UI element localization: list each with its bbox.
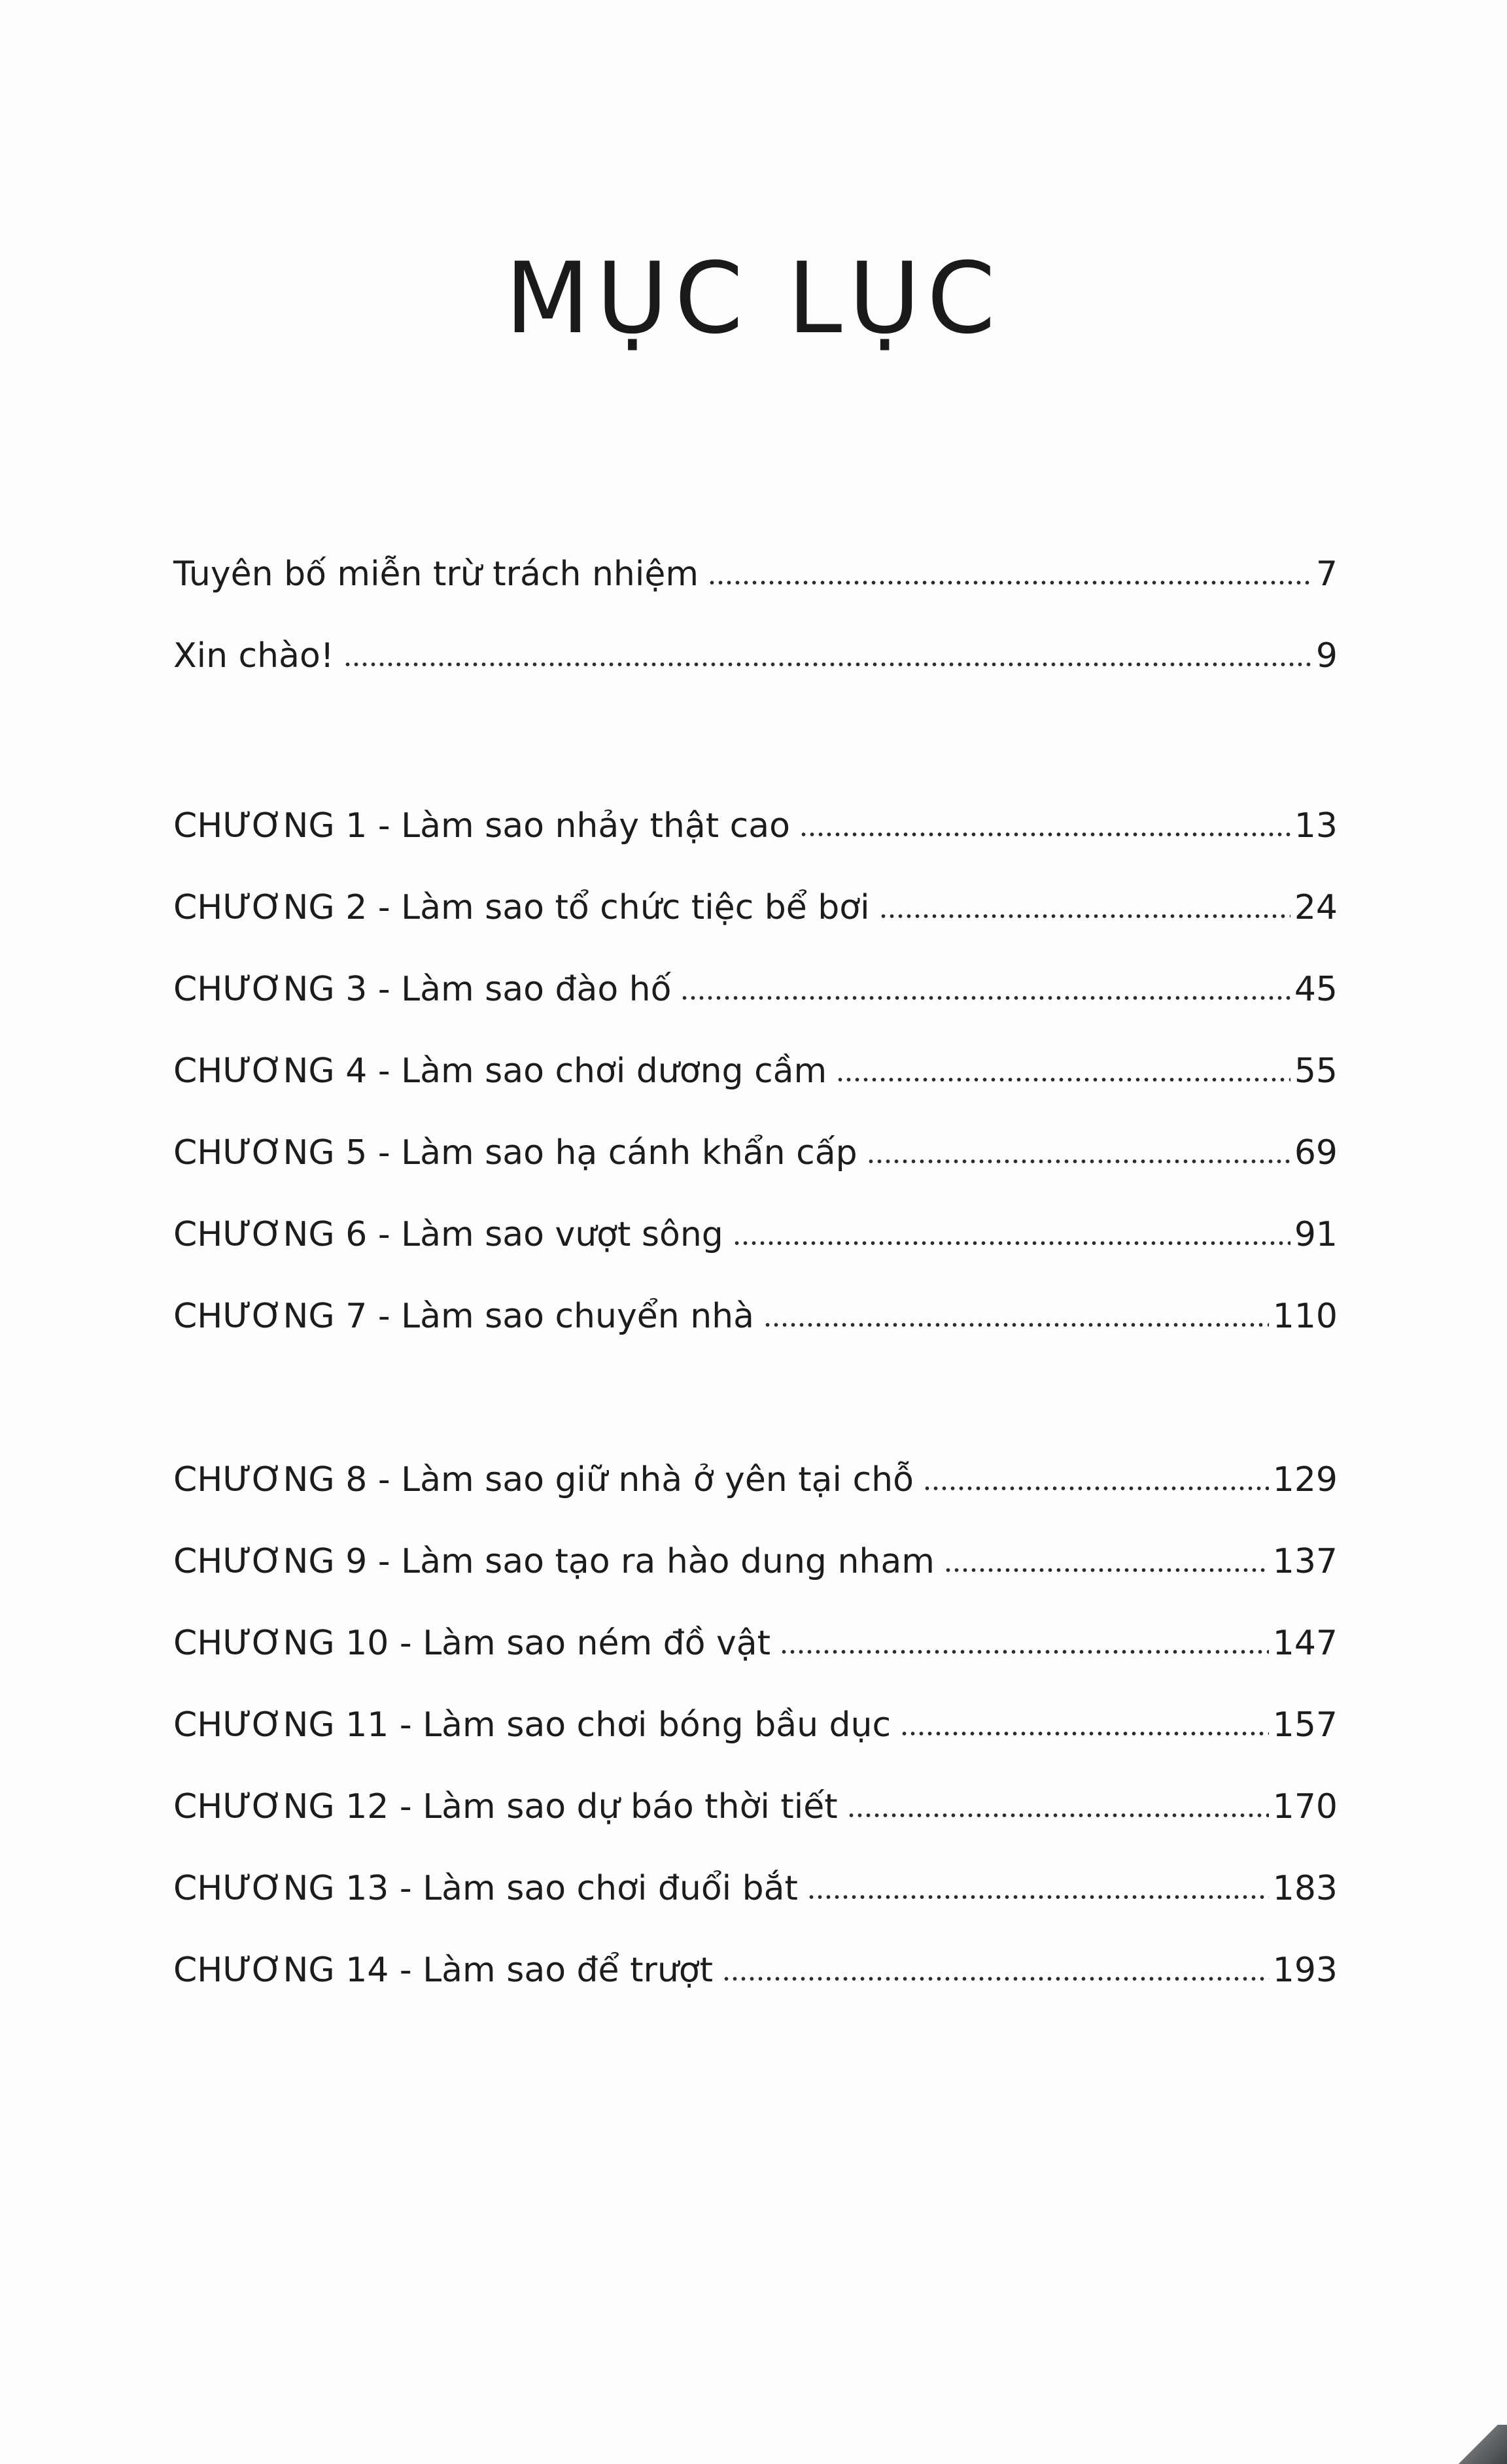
toc-entry-chapter-13[interactable] bbox=[173, 1857, 1338, 1909]
toc-entry-chapter-6[interactable] bbox=[173, 1203, 1338, 1256]
toc-entry-chapter-5[interactable] bbox=[173, 1121, 1338, 1174]
toc-entry-chapter-3[interactable] bbox=[173, 958, 1338, 1010]
toc-entry-page: 147 bbox=[1272, 1624, 1338, 1663]
dot-leader bbox=[847, 1813, 1269, 1817]
dot-leader bbox=[733, 1241, 1290, 1245]
page-corner-shadow bbox=[1448, 2425, 1507, 2464]
dot-leader bbox=[944, 1568, 1269, 1572]
toc-entry-hello[interactable] bbox=[173, 625, 1338, 677]
toc-entry-page: 137 bbox=[1272, 1542, 1338, 1581]
toc-entry-chapter-11[interactable] bbox=[173, 1694, 1338, 1746]
toc-entry-chapter-1[interactable] bbox=[173, 795, 1338, 847]
toc-entry-chapter-10[interactable] bbox=[173, 1612, 1338, 1664]
toc-entry-chapter-2[interactable] bbox=[173, 876, 1338, 929]
toc-entry-chapter-12[interactable] bbox=[173, 1775, 1338, 1828]
toc-entry-page: 170 bbox=[1272, 1787, 1338, 1826]
toc-entry-page: 9 bbox=[1315, 636, 1338, 676]
toc-entry-chapter-4[interactable] bbox=[173, 1040, 1338, 1092]
toc-entry-page: 69 bbox=[1294, 1133, 1338, 1172]
toc-entry-label: CHƯƠNG 12 - Làm sao dự báo thời tiết bbox=[173, 1787, 838, 1826]
dot-leader bbox=[879, 914, 1290, 918]
toc-entry-label: CHƯƠNG 6 - Làm sao vượt sông bbox=[173, 1215, 723, 1254]
toc-entry-page: 193 bbox=[1272, 1951, 1338, 1990]
dot-leader bbox=[867, 1159, 1290, 1163]
toc-entry-page: 7 bbox=[1315, 555, 1338, 594]
page-title: MỤC LỤC bbox=[505, 242, 1002, 356]
toc-entry-label: CHƯƠNG 8 - Làm sao giữ nhà ở yên tại chỗ bbox=[173, 1460, 914, 1499]
toc-entry-page: 13 bbox=[1294, 806, 1338, 846]
dot-leader bbox=[680, 996, 1290, 1000]
toc-entry-page: 110 bbox=[1272, 1297, 1338, 1336]
toc-entry-label: Xin chào! bbox=[173, 636, 334, 676]
toc-entry-chapter-14[interactable] bbox=[173, 1939, 1338, 1991]
dot-leader bbox=[807, 1895, 1269, 1899]
toc-entry-label: CHƯƠNG 14 - Làm sao để trượt bbox=[173, 1951, 713, 1990]
toc-entry-label: CHƯƠNG 1 - Làm sao nhảy thật cao bbox=[173, 806, 790, 846]
toc-entry-page: 129 bbox=[1272, 1460, 1338, 1499]
dot-leader bbox=[780, 1650, 1269, 1654]
toc-entry-label: CHƯƠNG 7 - Làm sao chuyển nhà bbox=[173, 1297, 754, 1336]
toc-entry-page: 45 bbox=[1294, 970, 1338, 1009]
toc-entry-label: CHƯƠNG 10 - Làm sao ném đồ vật bbox=[173, 1624, 771, 1663]
toc-entry-label: CHƯƠNG 2 - Làm sao tổ chức tiệc bể bơi bbox=[173, 888, 870, 927]
toc-entry-label: CHƯƠNG 4 - Làm sao chơi dương cầm bbox=[173, 1052, 827, 1091]
dot-leader bbox=[799, 832, 1290, 836]
dot-leader bbox=[343, 662, 1312, 666]
toc-entry-page: 183 bbox=[1272, 1869, 1338, 1908]
toc-entry-label: CHƯƠNG 11 - Làm sao chơi bóng bầu dục bbox=[173, 1705, 892, 1745]
toc-entry-page: 91 bbox=[1294, 1215, 1338, 1254]
toc-entry-page: 157 bbox=[1272, 1705, 1338, 1745]
toc-entry-page: 24 bbox=[1294, 888, 1338, 927]
dot-leader bbox=[763, 1323, 1269, 1327]
toc-entry-chapter-8[interactable] bbox=[173, 1448, 1338, 1501]
dot-leader bbox=[923, 1486, 1269, 1490]
toc-entry-page: 55 bbox=[1294, 1052, 1338, 1091]
toc-entry-label: CHƯƠNG 13 - Làm sao chơi đuổi bắt bbox=[173, 1869, 798, 1908]
toc-entry-label: CHƯƠNG 9 - Làm sao tạo ra hào dung nham bbox=[173, 1542, 935, 1581]
dot-leader bbox=[836, 1078, 1290, 1082]
toc-entry-label: Tuyên bố miễn trừ trách nhiệm bbox=[173, 555, 699, 594]
toc-entry-chapter-7[interactable] bbox=[173, 1285, 1338, 1337]
toc-entry-label: CHƯƠNG 5 - Làm sao hạ cánh khẩn cấp bbox=[173, 1133, 857, 1172]
dot-leader bbox=[708, 581, 1312, 585]
toc-entry-disclaimer[interactable] bbox=[173, 543, 1338, 595]
toc-entry-chapter-9[interactable] bbox=[173, 1530, 1338, 1583]
dot-leader bbox=[722, 1977, 1269, 1981]
dot-leader bbox=[900, 1732, 1269, 1736]
toc-entry-label: CHƯƠNG 3 - Làm sao đào hố bbox=[173, 970, 672, 1009]
